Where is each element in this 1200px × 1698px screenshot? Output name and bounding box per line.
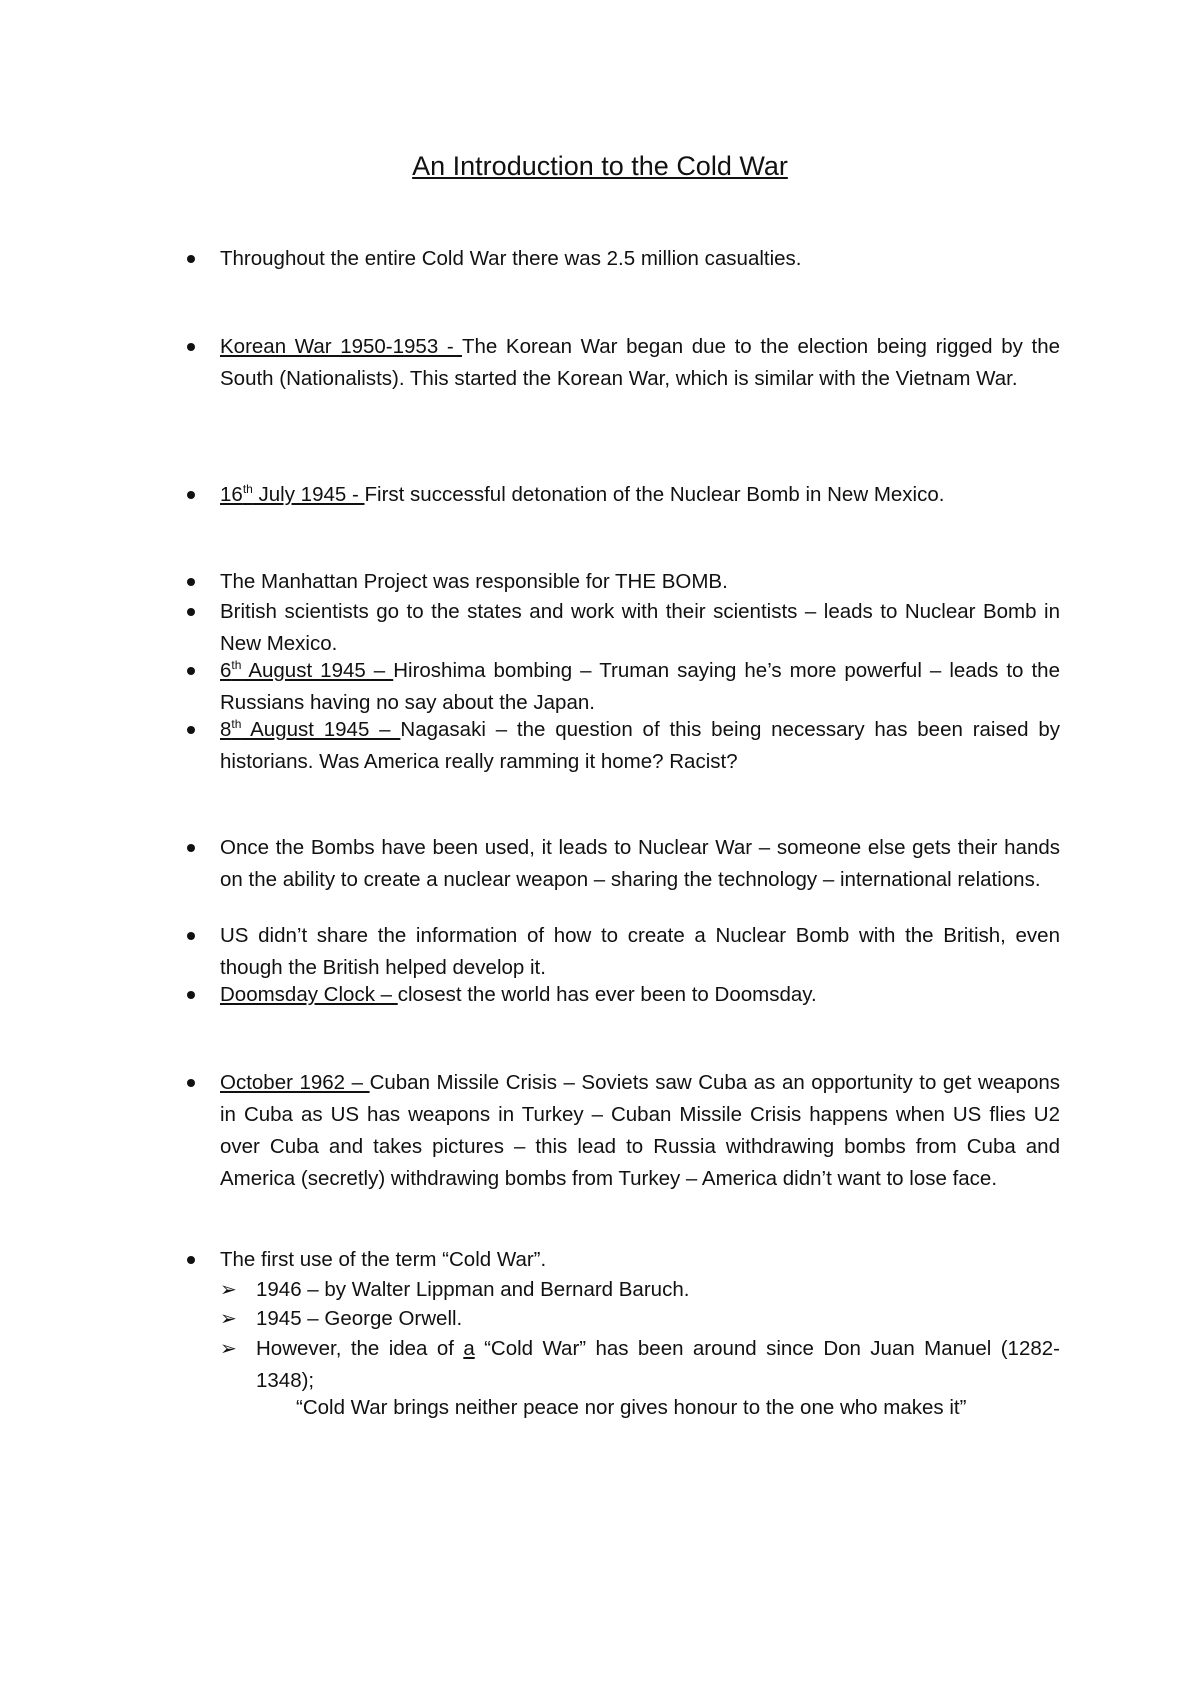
bullet-british-scientists xyxy=(220,596,1060,660)
bullet-us-share xyxy=(220,920,1060,984)
date-rest: August 1945 – xyxy=(241,659,394,682)
bullet-once-bombs xyxy=(220,832,1060,896)
subitem-text: 1946 – by Walter Lippman and Bernard Baruch. xyxy=(256,1278,690,1301)
bullet-text: US didn’t share the information of how to create a Nuclear Bomb with the British, even though the British helped develop it. xyxy=(220,924,1060,979)
subitem-1945 xyxy=(220,1303,1060,1335)
date-rest: August 1945 – xyxy=(241,718,401,741)
arrow-bullet-icon: ➢ xyxy=(220,1338,237,1360)
ordinal-suffix: th xyxy=(231,658,242,673)
bullet-text: Nagasaki – the question of this being necessary has been raised by historians. Was America really ramming it home? Racist? xyxy=(220,718,1061,773)
bullet-casualties xyxy=(220,243,1060,275)
bullet-july-1945 xyxy=(220,479,1060,511)
page-title: An Introduction to the Cold War xyxy=(412,151,788,181)
date-august-6 xyxy=(220,659,393,682)
date-day: 8 xyxy=(220,718,232,741)
quote-cold-war: “Cold War brings neither peace nor gives honour to the one who makes it” xyxy=(296,1396,967,1419)
subitem-text: “Cold War” has been around since Don Juan Manuel (1282-1348); xyxy=(256,1337,1060,1392)
term-doomsday-clock: Doomsday Clock – xyxy=(220,983,398,1006)
bullet-august-8 xyxy=(220,714,1060,778)
date-korean-war: Korean War 1950-1953 - xyxy=(220,335,462,358)
bullet-text: The Korean War began due to the election being rigged by the South (Nationalists). This started the Korean War, which is similar with the Vietnam War. xyxy=(220,335,1060,390)
bullet-text: Once the Bombs have been used, it leads to Nuclear War – someone else gets their hands on the ability to create a nuclear weapon – sharing the technology – international relations. xyxy=(220,836,1060,891)
bullet-first-use xyxy=(220,1244,1060,1276)
bullet-text: Throughout the entire Cold War there was 2.5 million casualties. xyxy=(220,247,802,270)
bullet-text: British scientists go to the states and work with their scientists – leads to Nuclear Bomb in New Mexico. xyxy=(220,600,1060,655)
date-august-8 xyxy=(220,718,400,741)
subitem-text: However, the idea of xyxy=(256,1337,464,1360)
date-day: 16 xyxy=(220,483,243,506)
arrow-bullet-icon: ➢ xyxy=(220,1308,237,1330)
bullet-text: First successful detonation of the Nuclear Bomb in New Mexico. xyxy=(364,483,945,506)
arrow-bullet-icon: ➢ xyxy=(220,1279,237,1301)
date-day: 6 xyxy=(220,659,232,682)
ordinal-suffix: th xyxy=(231,717,242,732)
bullet-text: Cuban Missile Crisis – Soviets saw Cuba as an opportunity to get weapons in Cuba as US has weapons in Turkey – Cuban Missile Crisis happens when US flies U2 over Cuba and takes pictures – this lead to Russia withdrawing bombs from Cuba and America (secretly) withdrawing bombs from Turkey – America didn’t want to lose face. xyxy=(220,1071,1061,1190)
bullet-text: The Manhattan Project was responsible for THE BOMB. xyxy=(220,570,728,593)
subitem-1946 xyxy=(220,1274,1060,1306)
date-july-1945 xyxy=(220,483,365,506)
bullet-text: closest the world has ever been to Doomsday. xyxy=(397,983,817,1006)
date-rest: July 1945 - xyxy=(252,483,365,506)
bullet-text: The first use of the term “Cold War”. xyxy=(220,1248,547,1271)
bullet-manhattan xyxy=(220,566,1060,598)
bullet-doomsday xyxy=(220,979,1060,1011)
bullet-august-6 xyxy=(220,655,1060,719)
bullet-october-1962 xyxy=(220,1067,1060,1195)
subitem-don-juan-manuel xyxy=(220,1333,1060,1397)
date-october-1962: October 1962 – xyxy=(220,1071,370,1094)
subitem-text: 1945 – George Orwell. xyxy=(256,1307,463,1330)
bullet-korean-war xyxy=(220,331,1060,395)
bullet-text: Hiroshima bombing – Truman saying he’s more powerful – leads to the Russians having no say about the Japan. xyxy=(220,659,1060,714)
underlined-word: a xyxy=(463,1337,475,1360)
ordinal-suffix: th xyxy=(242,482,253,497)
